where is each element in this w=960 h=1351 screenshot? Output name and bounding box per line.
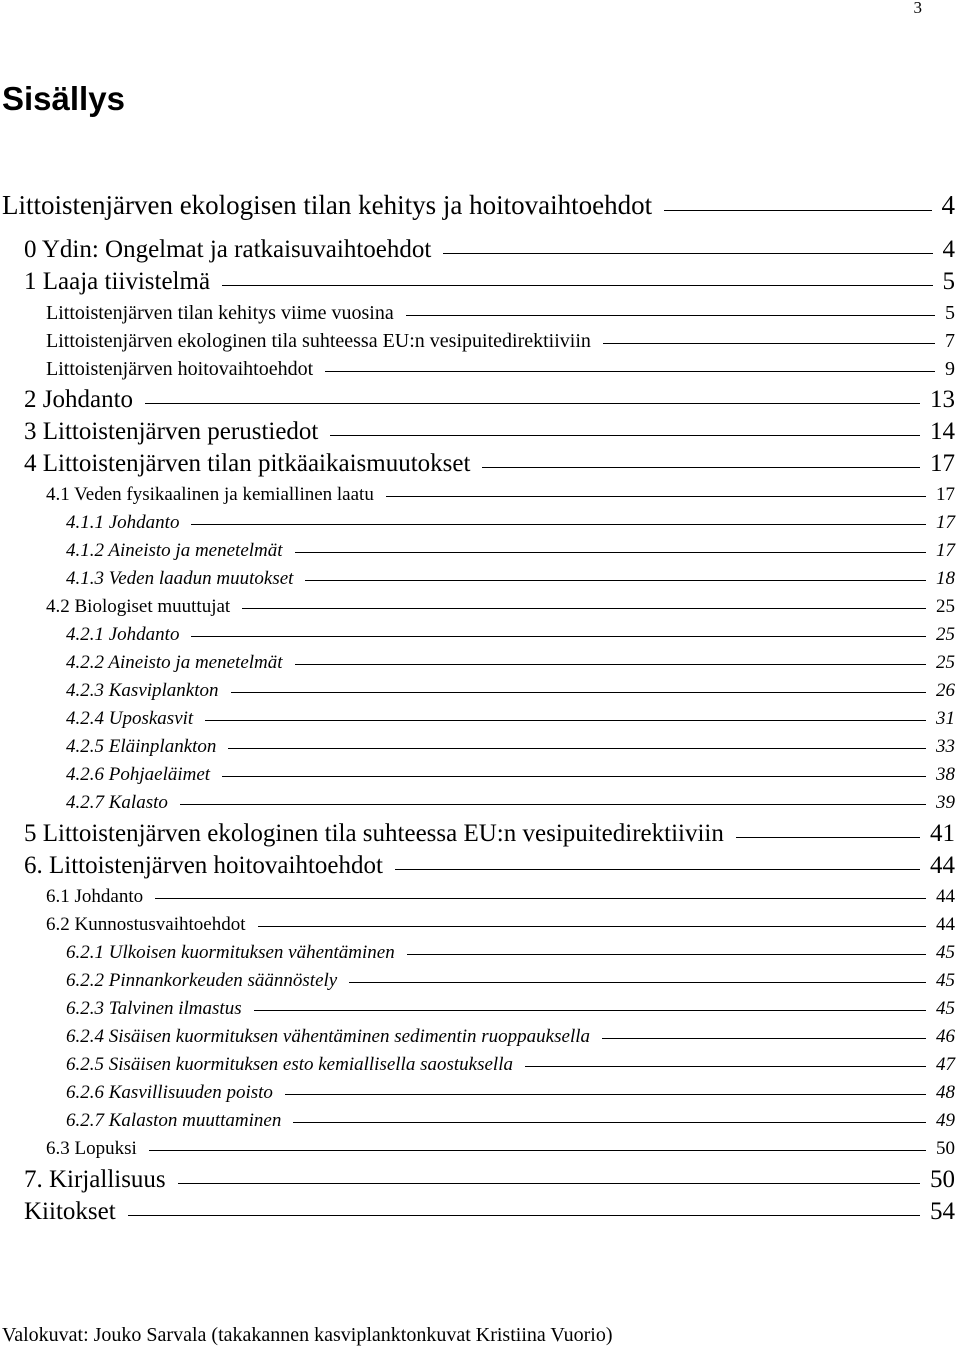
toc-entry-title: 6.2.5 Sisäisen kuormituksen esto kemiallisella saostuksella — [66, 1054, 513, 1075]
toc-entry-title: 3 Littoistenjärven perustiedot — [24, 418, 319, 445]
toc-entry-title: 4 Littoistenjärven tilan pitkäaikaismuutokset — [24, 450, 471, 477]
toc-leader — [254, 1010, 926, 1011]
toc-entry-page: 46 — [936, 1026, 955, 1047]
toc-entry-title: 7. Kirjallisuus — [24, 1166, 166, 1193]
toc-leader — [295, 664, 926, 665]
toc-leader — [395, 869, 920, 870]
toc-entry-title: 6.3 Lopuksi — [46, 1138, 137, 1159]
toc-entry[interactable] — [66, 540, 955, 562]
toc-leader — [205, 720, 926, 721]
toc-entry-title: Littoistenjärven ekologinen tila suhteessa EU:n vesipuitedirektiiviin — [46, 330, 591, 352]
toc-entry[interactable] — [24, 450, 955, 478]
toc-leader — [406, 315, 935, 316]
toc-leader — [525, 1066, 926, 1067]
toc-leader — [602, 1038, 926, 1039]
toc-entry[interactable] — [24, 1198, 955, 1226]
toc-entry[interactable] — [66, 942, 955, 964]
toc-entry[interactable] — [66, 998, 955, 1020]
toc-entry-title: 4.2.4 Uposkasvit — [66, 708, 194, 729]
toc-entry[interactable] — [66, 652, 955, 674]
toc-entry-title: 6.2.6 Kasvillisuuden poisto — [66, 1082, 273, 1103]
toc-leader — [443, 253, 932, 254]
toc-entry-page: 44 — [936, 914, 955, 935]
toc-entry-title: 4.1.2 Aineisto ja menetelmät — [66, 540, 283, 561]
toc-entry[interactable] — [46, 596, 955, 618]
toc-entry[interactable] — [46, 330, 955, 353]
toc-entry-page: 17 — [936, 540, 955, 561]
toc-leader — [293, 1122, 926, 1123]
toc-entry-page: 25 — [936, 624, 955, 645]
toc-entry-page: 44 — [930, 852, 955, 879]
toc-entry[interactable] — [66, 1026, 955, 1048]
toc-entry[interactable] — [66, 970, 955, 992]
toc-entry[interactable] — [46, 302, 955, 325]
toc-leader — [191, 636, 926, 637]
toc-entry[interactable] — [66, 792, 955, 814]
toc-entry-title: Littoistenjärven hoitovaihtoehdot — [46, 358, 314, 380]
toc-entry-title: 4.2.3 Kasviplankton — [66, 680, 219, 701]
toc-entry[interactable] — [66, 1082, 955, 1104]
toc-leader — [603, 343, 935, 344]
toc-entry-page: 47 — [936, 1054, 955, 1075]
toc-entry-page: 38 — [936, 764, 955, 785]
toc-entry-title: Littoistenjärven tilan kehitys viime vuosina — [46, 302, 394, 324]
toc-entry[interactable] — [46, 1138, 955, 1160]
toc-entry-page: 41 — [930, 820, 955, 847]
toc-entry[interactable] — [24, 820, 955, 848]
toc-leader — [180, 804, 926, 805]
toc-leader — [258, 926, 927, 927]
page-title: Sisällys — [2, 80, 125, 117]
toc-leader — [242, 608, 926, 609]
toc-entry-title: 4.2 Biologiset muuttujat — [46, 596, 231, 617]
toc-entry-title: 6.2.7 Kalaston muuttaminen — [66, 1110, 282, 1131]
toc-leader — [149, 1150, 926, 1151]
toc-entry-page: 13 — [930, 386, 955, 413]
toc-entry[interactable] — [24, 268, 955, 296]
toc-entry-page: 14 — [930, 418, 955, 445]
toc-entry-title: 2 Johdanto — [24, 386, 134, 413]
toc-entry-title: 4.1 Veden fysikaalinen ja kemiallinen laatu — [46, 484, 374, 505]
toc-entry-page: 17 — [936, 484, 955, 505]
toc-entry-title: Littoistenjärven ekologisen tilan kehitys ja hoitovaihtoehdot — [2, 190, 653, 220]
toc-leader — [222, 776, 926, 777]
toc-entry[interactable] — [24, 386, 955, 414]
toc-entry-page: 49 — [936, 1110, 955, 1131]
toc-entry-page: 5 — [942, 268, 955, 295]
toc-entry-page: 17 — [936, 512, 955, 533]
toc-entry-title: 4.1.1 Johdanto — [66, 512, 180, 533]
toc-leader — [231, 692, 926, 693]
toc-entry[interactable] — [66, 736, 955, 758]
toc-entry-title: 0 Ydin: Ongelmat ja ratkaisuvaihtoehdot — [24, 236, 432, 263]
toc-entry-title: 6. Littoistenjärven hoitovaihtoehdot — [24, 852, 383, 879]
toc-leader — [222, 285, 932, 286]
toc-entry-page: 54 — [930, 1198, 955, 1225]
toc-entry[interactable] — [66, 764, 955, 786]
toc-entry-title: 6.2.4 Sisäisen kuormituksen vähentäminen sedimentin ruoppauksella — [66, 1026, 591, 1047]
toc-entry-page: 45 — [936, 970, 955, 991]
toc-entry[interactable] — [46, 358, 955, 381]
toc-entry[interactable] — [66, 568, 955, 590]
toc-leader — [386, 496, 926, 497]
toc-entry-title: 4.2.2 Aineisto ja menetelmät — [66, 652, 283, 673]
toc-entry-page: 25 — [936, 652, 955, 673]
toc-leader — [330, 435, 920, 436]
toc-entry-page: 48 — [936, 1082, 955, 1103]
toc-entry[interactable] — [46, 886, 955, 908]
toc-leader — [482, 467, 920, 468]
toc-entry-page: 4 — [941, 190, 955, 220]
toc-entry-title: 6.2 Kunnostusvaihtoehdot — [46, 914, 246, 935]
toc-leader — [305, 580, 926, 581]
toc-entry[interactable] — [66, 624, 955, 646]
toc-leader — [178, 1183, 920, 1184]
toc-entry[interactable] — [46, 914, 955, 936]
toc-entry-page: 44 — [936, 886, 955, 907]
toc-leader — [228, 748, 926, 749]
toc-entry-page: 31 — [936, 708, 955, 729]
toc-entry-title: 5 Littoistenjärven ekologinen tila suhteessa EU:n vesipuitedirektiiviin — [24, 820, 724, 847]
toc-leader — [407, 954, 926, 955]
toc-entry-title: 6.2.3 Talvinen ilmastus — [66, 998, 242, 1019]
toc-entry-title: 4.2.5 Eläinplankton — [66, 736, 217, 757]
toc-entry-title: 4.2.7 Kalasto — [66, 792, 168, 813]
photo-credits: Valokuvat: Jouko Sarvala (takakannen kasviplanktonkuvat Kristiina Vuorio) — [2, 1324, 613, 1346]
toc-entry[interactable] — [24, 1166, 955, 1194]
toc-entry-title: 6.2.1 Ulkoisen kuormituksen vähentäminen — [66, 942, 395, 963]
toc-entry[interactable] — [24, 236, 955, 264]
toc-entry[interactable] — [66, 1054, 955, 1076]
toc-entry-page: 18 — [936, 568, 955, 589]
toc-entry-title: 4.2.1 Johdanto — [66, 624, 180, 645]
toc-entry[interactable] — [66, 680, 955, 702]
toc-leader — [736, 837, 920, 838]
toc-entry-page: 45 — [936, 998, 955, 1019]
toc-leader — [155, 898, 926, 899]
toc-entry-page: 50 — [936, 1138, 955, 1159]
toc-entry-page: 33 — [936, 736, 955, 757]
toc-leader — [295, 552, 926, 553]
toc-leader — [145, 403, 920, 404]
toc-entry-page: 45 — [936, 942, 955, 963]
toc-entry-title: 1 Laaja tiivistelmä — [24, 268, 211, 295]
toc-entry-page: 26 — [936, 680, 955, 701]
toc-entry-page: 4 — [942, 236, 955, 263]
toc-leader — [128, 1215, 920, 1216]
toc-entry-title: 6.2.2 Pinnankorkeuden säännöstely — [66, 970, 338, 991]
toc-entry-page: 25 — [936, 596, 955, 617]
toc-entry-page: 17 — [930, 450, 955, 477]
toc-entry-title: Kiitokset — [24, 1198, 116, 1225]
toc-entry-title: 4.2.6 Pohjaeläimet — [66, 764, 211, 785]
toc-leader — [664, 210, 931, 211]
toc-entry[interactable] — [24, 852, 955, 880]
page-number: 3 — [913, 0, 922, 17]
toc-leader — [325, 371, 935, 372]
toc-entry-page: 5 — [945, 302, 955, 324]
toc-entry[interactable] — [66, 708, 955, 730]
toc-entry[interactable] — [2, 190, 955, 221]
toc-entry[interactable] — [66, 1110, 955, 1132]
toc-entry[interactable] — [24, 418, 955, 446]
toc-entry-title: 4.1.3 Veden laadun muutokset — [66, 568, 294, 589]
toc-entry-page: 9 — [945, 358, 955, 380]
toc-entry-page: 39 — [936, 792, 955, 813]
toc-entry[interactable] — [46, 484, 955, 506]
toc-entry-page: 7 — [945, 330, 955, 352]
toc-leader — [191, 524, 926, 525]
toc-leader — [285, 1094, 926, 1095]
toc-entry-page: 50 — [930, 1166, 955, 1193]
toc-entry[interactable] — [66, 512, 955, 534]
toc-leader — [349, 982, 926, 983]
toc-entry-title: 6.1 Johdanto — [46, 886, 144, 907]
